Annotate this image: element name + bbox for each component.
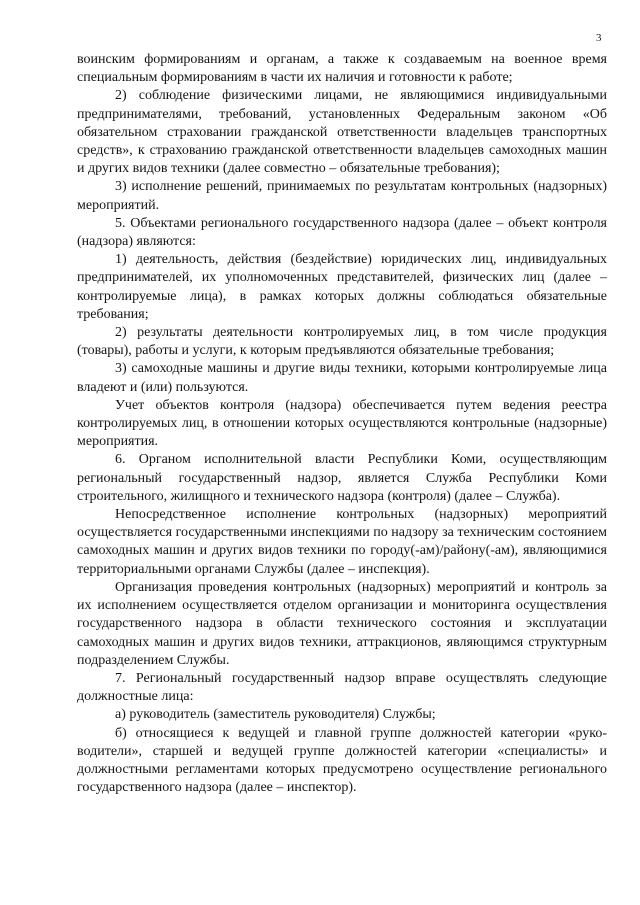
paragraph-clause-7: 7. Региональный государственный надзор вправе осуществлять следующие должностные лица: [77,670,607,705]
paragraph-organization: Организация проведения контрольных (надзорных) мероприятий и контроль за их исполнением осуществляется отделом организации и мониторинга осуществления государственного надзора в области технического состояния и эксплуатации самоходных машин и других видов техники, аттракционов, являющимся структурным подразделением Службы. [77,579,607,668]
paragraph-clause-5-item-3: 3) самоходные машины и другие виды техники, которыми контролируемые лица владеют и (или) пользуются. [77,361,607,395]
paragraph-clause-5-item-2: 2) результаты деятельности контролируемых лиц, в том числе продукция (товары), работы и услуги, к которым предъявляются обязательные требования; [77,325,607,359]
paragraph-continuation: воинским формированиям и органам, а также к создаваемым на военное время специальным формированиям в части их наличия и готовности к работе; [77,52,607,86]
page-number: 3 [596,32,602,44]
paragraph-clause-7-item-a: а) руководитель (заместитель руководителя) Службы; [115,707,436,723]
paragraph-item-3-decisions: 3) исполнение решений, принимаемых по результатам контрольных (надзорных) мероприятий. [77,179,607,213]
paragraph-clause-5: 5. Объектами регионального государственного надзора (далее – объект контроля (надзора) являются: [77,215,607,250]
document-body [77,51,607,797]
paragraph-clause-5-item-1: 1) деятельность, действия (бездействие) юридических лиц, индивидуальных предпринимателей, их уполномоченных представителей, физических лиц (далее – контролируемые лица), в рамках которых должны соблюдаться обязательные требования; [77,252,607,322]
paragraph-registry: Учет объектов контроля (надзора) обеспечивается путем ведения реестра контролируемых лиц, в отношении которых осуществляются контрольные (надзорные) мероприятия. [77,397,607,450]
paragraph-item-2-osago: 2) соблюдение физическими лицами, не являющимися индивидуальными предпринимателями, требований, установленных Федеральным законом «Об обязательном страховании гражданской ответственности владельцев транспортных средств», к страхованию гражданской ответственности владельцев самоходных машин и других видов техники (далее совместно – обязательные требования); [77,88,607,177]
paragraph-clause-7-item-b: б) относящиеся к ведущей и главной группе должностей категории «руководители», старшей и ведущей группе должностей категории «специалисты» и должностными регламентами которых предусмотрено осуществление регионального государственного надзора (далее – инспектор). [77,725,607,796]
paragraph-clause-6: 6. Органом исполнительной власти Республики Коми, осуществляющим региональный государственный надзор, является Служба Республики Коми строительного, жилищного и технического надзора (контроля) (далее – Служба). [77,452,607,504]
paragraph-inspections: Непосредственное исполнение контрольных (надзорных) мероприятий осуществляется государственными инспекциями по надзору за техническим состоянием самоходных машин и других видов техники по городу(-ам)/району(-ам), являющимися территориальными органами Службы (далее – инспекция). [77,507,607,577]
